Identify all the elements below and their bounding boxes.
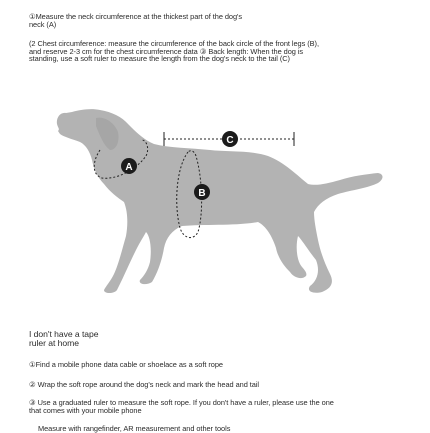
no-tape-step-1: ①Find a mobile phone data cable or shoelace as a soft rope (29, 360, 223, 369)
no-tape-step-3: ③ Use a graduated ruler to measure the soft rope. If you don't have a ruler, please use the one that comes with your mobile phone (29, 398, 334, 415)
chest-back-instruction: (2 Chest circumference: measure the circumference of the back circle of the front legs (B), and reserve 2-3 cm for the chest circumference data ③ Back length: When the dog is standing, use a soft ruler to measure the length from the dog's neck to the tail (C) (29, 39, 319, 64)
no-tape-step-2: ② Wrap the soft rope around the dog's neck and mark the head and tail (29, 380, 260, 389)
no-tape-step-4: Measure with rangefinder, AR measurement and other tools (38, 424, 231, 433)
marker-a-label: A (125, 162, 133, 173)
dog-measurement-diagram (0, 95, 430, 310)
marker-b-label: B (198, 188, 206, 199)
marker-c-label: C (226, 135, 234, 146)
neck-instruction: ①Measure the neck circumference at the thickest part of the dog's neck (A) (29, 12, 243, 29)
no-tape-heading: I don't have a tape ruler at home (29, 329, 99, 348)
